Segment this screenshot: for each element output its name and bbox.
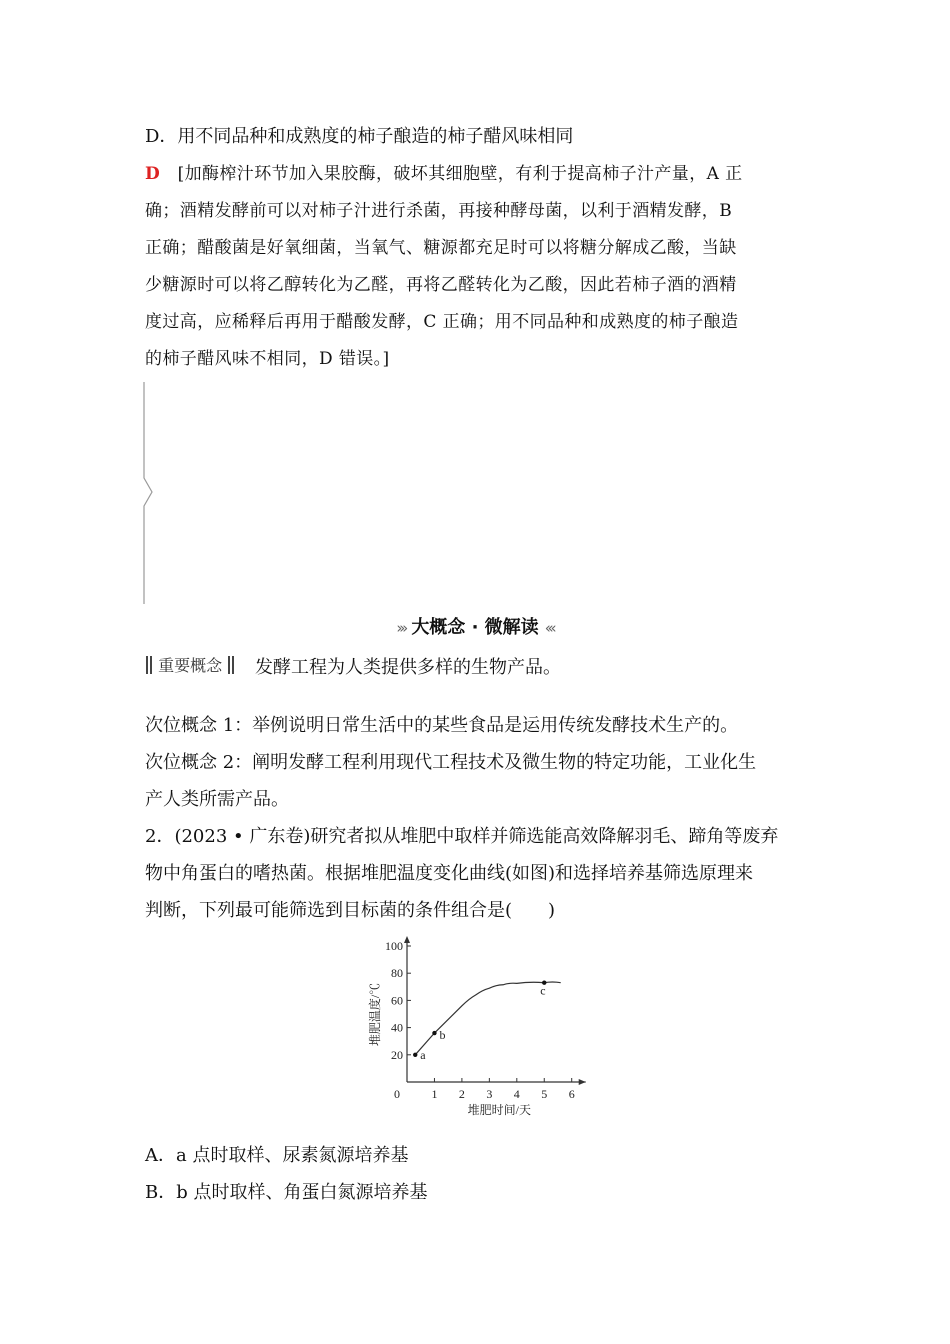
- option-a: A．a 点时取样、尿素氮源培养基: [145, 1145, 409, 1166]
- answer-text-1: [加酶榨汁环节加入果胶酶，破坏其细胞壁，有利于提高柿子汁产量，A 正: [177, 164, 743, 184]
- answer-line-3: 正确；醋酸菌是好氧细菌，当氧气、糖源都充足时可以将糖分解成乙酸，当缺: [145, 238, 737, 258]
- y-tick-label-80: 80: [391, 966, 403, 981]
- main-concept: 发酵工程为人类提供多样的生物产品。: [255, 657, 561, 678]
- y-axis-label: 堆肥温度/℃: [368, 982, 382, 1047]
- x-tick-label-6: 6: [568, 1087, 575, 1101]
- x-tick-label-5: 5: [541, 1087, 548, 1101]
- point-label-b: b: [439, 1028, 446, 1043]
- section-bracket-divider: [138, 382, 158, 604]
- section-title-text: 大概念 · 微解读: [411, 617, 539, 638]
- point-b: [432, 1031, 436, 1035]
- answer-line-2: 确；酒精发酵前可以对柿子汁进行杀菌，再接种酵母菌，以利于酒精发酵，B: [145, 201, 733, 221]
- section-title: [0, 616, 950, 640]
- sub-concept-2-line-1: 次位概念 2：阐明发酵工程利用现代工程技术及微生物的特定功能，工业化生: [145, 752, 757, 773]
- answer-line-5: 度过高，应稀释后再用于醋酸发酵，C 正确；用不同品种和成熟度的柿子酿造: [145, 312, 739, 332]
- answer-letter: D: [145, 164, 161, 184]
- x-tick-label-4: 4: [513, 1087, 520, 1101]
- chart-ticks: [385, 939, 575, 1101]
- temperature-curve: [415, 982, 560, 1055]
- question-2-line-2: 物中角蛋白的嗜热菌。根据堆肥温度变化曲线(如图)和选择培养基筛选原理来: [145, 863, 754, 884]
- option-d-previous: D．用不同品种和成熟度的柿子酿造的柿子醋风味相同: [145, 126, 574, 147]
- title-deco-left: ›››: [396, 619, 406, 637]
- important-concept-tag: [145, 654, 235, 678]
- option-b: B．b 点时取样、角蛋白氮源培养基: [145, 1182, 428, 1203]
- tag-label: 重要概念: [158, 656, 223, 675]
- x-tick-label-0: 0: [394, 1087, 400, 1101]
- question-2-line-3: 判断，下列最可能筛选到目标菌的条件组合是( ): [145, 900, 556, 921]
- point-label-a: a: [420, 1047, 426, 1062]
- y-tick-label-40: 40: [391, 1020, 403, 1035]
- chart-axes: [404, 936, 586, 1085]
- point-label-c: c: [540, 983, 546, 998]
- compost-temperature-chart: [355, 932, 595, 1122]
- x-axis-label: 堆肥时间/天: [467, 1103, 532, 1117]
- tag-bar-right-2: [232, 656, 234, 674]
- tag-bar-left-1: [146, 656, 148, 674]
- point-a: [413, 1053, 417, 1057]
- tag-bar-right-1: [228, 656, 230, 674]
- answer-line-1: [145, 162, 810, 186]
- x-tick-label-1: 1: [431, 1087, 438, 1101]
- question-2-line-1: 2．(2023 • 广东卷)研究者拟从堆肥中取样并筛选能高效降解羽毛、蹄角等废弃: [145, 826, 779, 847]
- title-deco-right: ‹‹‹: [544, 619, 554, 637]
- y-axis-arrow: [404, 936, 410, 943]
- y-tick-label-100: 100: [385, 939, 403, 953]
- x-tick-label-3: 3: [486, 1087, 493, 1101]
- y-tick-label-60: 60: [391, 993, 403, 1008]
- x-axis-arrow: [579, 1079, 586, 1085]
- answer-line-4: 少糖源时可以将乙醇转化为乙醛，再将乙醛转化为乙酸，因此若柿子酒的酒精: [145, 275, 737, 295]
- tag-bar-left-2: [150, 656, 152, 674]
- sub-concept-2-line-2: 产人类所需产品。: [145, 789, 289, 810]
- sub-concept-1: 次位概念 1：举例说明日常生活中的某些食品是运用传统发酵技术生产的。: [145, 715, 739, 736]
- y-tick-label-20: 20: [391, 1047, 403, 1062]
- answer-line-6: 的柿子醋风味不相同，D 错误。]: [145, 349, 390, 369]
- x-tick-label-2: 2: [458, 1087, 465, 1101]
